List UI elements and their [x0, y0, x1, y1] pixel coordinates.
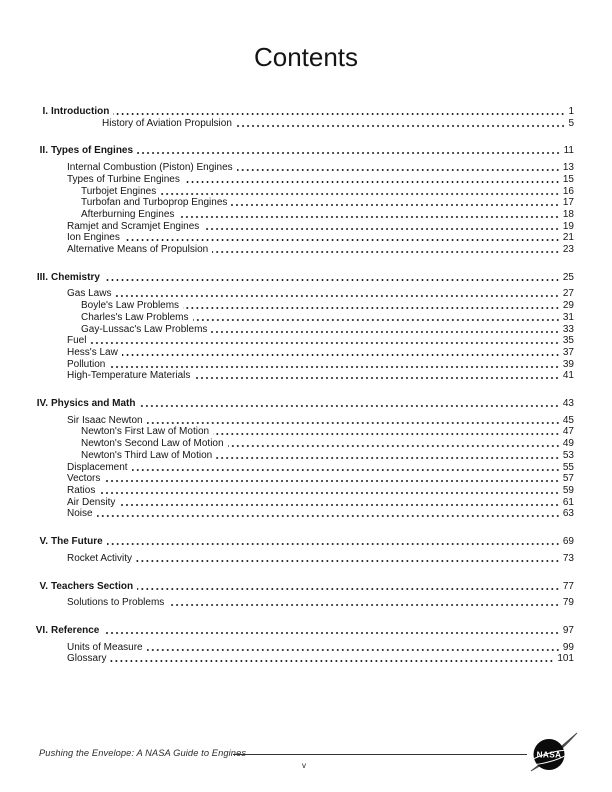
- toc-entry: [30, 581, 574, 593]
- toc-entry: [30, 597, 574, 609]
- dot-leader: [216, 450, 560, 462]
- toc-entry: [30, 312, 574, 324]
- toc-entry-page: 23: [562, 244, 574, 256]
- dot-leader: [178, 209, 559, 221]
- toc-entry: [30, 221, 574, 233]
- toc-entry-page: 69: [562, 536, 574, 548]
- toc-entry-number: V.: [39, 580, 48, 592]
- toc-entry-label: High-Temperature Materials: [67, 370, 191, 382]
- toc-entry: [30, 186, 574, 198]
- toc-entry-page: 1: [568, 106, 574, 117]
- toc-entry-label: Introduction: [51, 106, 110, 117]
- toc-entry-page: 43: [562, 398, 574, 410]
- toc-entry-label: Ramjet and Scramjet Engines: [67, 220, 200, 232]
- dot-leader: [97, 508, 560, 520]
- toc-entry: [30, 462, 574, 474]
- toc-entry-label: Newton's First Law of Motion: [81, 426, 210, 438]
- dot-leader: [160, 186, 560, 198]
- toc-entry-number: V.: [39, 536, 48, 548]
- toc-entry: [30, 370, 574, 382]
- dot-leader: [104, 272, 560, 284]
- toc-entry-label: Charles's Law Problems: [81, 311, 189, 323]
- toc-entry: [30, 145, 574, 157]
- dot-leader: [183, 300, 560, 312]
- toc-entry-label: Alternative Means of Propulsion: [67, 244, 209, 256]
- dot-leader: [104, 473, 560, 485]
- toc-entry-label: Ratios: [67, 484, 96, 496]
- toc-entry-label: Solutions to Problems: [67, 597, 165, 609]
- toc-entry: [30, 106, 574, 118]
- toc-entry: [30, 118, 574, 130]
- toc-entry-label: Turbojet Engines: [81, 185, 157, 197]
- dot-leader: [137, 581, 560, 593]
- toc-entry-page: 11: [563, 145, 574, 157]
- toc-entry-label: Fuel: [67, 335, 87, 347]
- dot-leader: [193, 312, 560, 324]
- toc-entry: [30, 642, 574, 654]
- page-title: Contents: [253, 42, 359, 72]
- toc-entry-label: Sir Isaac Newton: [67, 414, 143, 426]
- toc-entry-page: 63: [562, 508, 574, 520]
- toc-entry: [30, 508, 574, 520]
- dot-leader: [103, 625, 560, 637]
- toc-entry-label: Rocket Activity: [67, 552, 133, 564]
- dot-leader: [99, 485, 560, 497]
- dot-leader: [213, 426, 560, 438]
- toc-entry: [30, 162, 574, 174]
- toc-entry-page: 37: [562, 346, 574, 358]
- footer-rule: [233, 754, 527, 755]
- dot-leader: [231, 197, 559, 209]
- toc-entry-label: Air Density: [67, 496, 116, 508]
- toc-entry-label: Chemistry: [51, 271, 100, 283]
- toc-entry-page: 53: [562, 449, 574, 461]
- dot-leader: [184, 174, 560, 186]
- dot-leader: [139, 398, 559, 410]
- toc-entry-page: 41: [562, 370, 574, 382]
- toc-entry: [30, 450, 574, 462]
- toc-entry: [30, 324, 574, 336]
- dot-leader: [228, 438, 560, 450]
- toc-entry-number: III.: [36, 271, 48, 283]
- dot-leader: [147, 415, 560, 427]
- toc-entry: [30, 536, 574, 548]
- toc-entry: [30, 553, 574, 565]
- dot-leader: [119, 497, 560, 509]
- toc-entry-number: I.: [42, 106, 48, 117]
- toc-entry-label: Pollution: [67, 358, 106, 370]
- toc-entry-page: 77: [562, 580, 574, 592]
- toc-entry: [30, 209, 574, 221]
- dot-leader: [203, 221, 560, 233]
- toc-entry-label: Noise: [67, 508, 93, 520]
- dot-leader: [236, 118, 566, 130]
- toc-entry-label: Reference: [51, 624, 100, 636]
- toc-entry-label: Units of Measure: [67, 641, 143, 653]
- toc-entry-label: Physics and Math: [51, 398, 136, 410]
- dot-leader: [113, 106, 565, 118]
- toc-entry: [30, 485, 574, 497]
- toc-entry-label: Newton's Third Law of Motion: [81, 449, 213, 461]
- toc-entry: [30, 335, 574, 347]
- dot-leader: [212, 244, 560, 256]
- toc-entry-page: 45: [562, 414, 574, 426]
- toc-entry-page: 13: [562, 162, 574, 174]
- toc-entry: [30, 288, 574, 300]
- nasa-logo-text: NASA: [536, 750, 562, 760]
- toc-entry-page: 21: [562, 232, 574, 244]
- dot-leader: [147, 642, 560, 654]
- toc-entry-page: 59: [562, 484, 574, 496]
- dot-leader: [168, 597, 560, 609]
- dot-leader: [90, 335, 559, 347]
- dot-leader: [109, 359, 560, 371]
- dot-leader: [137, 145, 561, 157]
- toc-entry-label: Internal Combustion (Piston) Engines: [67, 162, 233, 174]
- toc-entry-page: 31: [562, 311, 574, 323]
- toc-entry-label: Turbofan and Turboprop Engines: [81, 197, 228, 209]
- toc-entry-page: 49: [562, 438, 574, 450]
- toc-entry: [30, 497, 574, 509]
- toc-entry: [30, 244, 574, 256]
- toc-entry-page: 29: [562, 300, 574, 312]
- toc-entry-page: 101: [557, 653, 574, 665]
- toc-entry-page: 61: [562, 496, 574, 508]
- toc-entry: [30, 653, 574, 665]
- toc-entry-label: Gas Laws: [67, 288, 112, 300]
- toc-entry-label: Boyle's Law Problems: [81, 300, 180, 312]
- dot-leader: [237, 162, 560, 174]
- toc-entry-page: 39: [562, 358, 574, 370]
- toc-entry-label: Teachers Section: [51, 580, 134, 592]
- toc-entry-page: 27: [562, 288, 574, 300]
- toc-entry-page: 15: [562, 173, 574, 185]
- toc-entry-label: Newton's Second Law of Motion: [81, 438, 224, 450]
- dot-leader: [136, 553, 560, 565]
- toc-entry: [30, 272, 574, 284]
- toc-entry: [30, 347, 574, 359]
- toc-entry-page: 18: [562, 208, 574, 220]
- toc-entry-number: IV.: [36, 398, 48, 410]
- toc-entry-label: Types of Engines: [51, 145, 134, 157]
- nasa-logo-icon: [524, 728, 582, 776]
- toc-entry: [30, 625, 574, 637]
- toc-entry: [30, 426, 574, 438]
- toc-entry: [30, 398, 574, 410]
- toc-entry-page: 79: [562, 597, 574, 609]
- toc-entry: [30, 232, 574, 244]
- toc-entry-label: Afterburning Engines: [81, 208, 175, 220]
- footer-book-title: Pushing the Envelope: A NASA Guide to Engines: [39, 748, 247, 758]
- toc-entry-page: 19: [562, 220, 574, 232]
- toc-entry-label: Types of Turbine Engines: [67, 173, 180, 185]
- dot-leader: [132, 462, 560, 474]
- footer-page-number: v: [302, 761, 306, 770]
- dot-leader: [211, 324, 559, 336]
- toc-entry-label: Glossary: [67, 653, 107, 665]
- toc-entry-label: Gay-Lussac's Law Problems: [81, 323, 208, 335]
- toc-entry-label: History of Aviation Propulsion: [102, 117, 232, 129]
- toc-entry-number: II.: [39, 145, 48, 157]
- toc-entry-page: 73: [562, 552, 574, 564]
- toc-entry: [30, 174, 574, 186]
- toc-entry-page: 5: [568, 117, 574, 129]
- toc-entry-label: Hess's Law: [67, 346, 118, 358]
- toc-entry-page: 55: [562, 461, 574, 473]
- toc-entry-page: 33: [562, 323, 574, 335]
- toc-entry-page: 99: [562, 641, 574, 653]
- toc-entry-label: The Future: [51, 536, 103, 548]
- toc-entry-page: 57: [562, 473, 574, 485]
- dot-leader: [110, 653, 554, 665]
- toc-entry-page: 97: [562, 624, 574, 636]
- dot-leader: [124, 232, 560, 244]
- toc-entry: [30, 473, 574, 485]
- dot-leader: [194, 370, 559, 382]
- toc-list: [30, 106, 574, 665]
- toc-entry: [30, 359, 574, 371]
- toc-entry: [30, 300, 574, 312]
- dot-leader: [115, 288, 559, 300]
- toc-entry-label: Displacement: [67, 461, 128, 473]
- toc-entry-page: 17: [562, 197, 574, 209]
- dot-leader: [107, 536, 560, 548]
- toc-entry-label: Ion Engines: [67, 232, 120, 244]
- toc-entry: [30, 415, 574, 427]
- toc-entry-page: 16: [562, 185, 574, 197]
- dot-leader: [122, 347, 560, 359]
- toc-entry-number: VI.: [35, 624, 48, 636]
- toc-entry: [30, 197, 574, 209]
- toc-entry-label: Vectors: [67, 473, 101, 485]
- toc-entry-page: 25: [562, 271, 574, 283]
- toc-entry-page: 35: [562, 335, 574, 347]
- toc-entry: [30, 438, 574, 450]
- toc-entry-page: 47: [562, 426, 574, 438]
